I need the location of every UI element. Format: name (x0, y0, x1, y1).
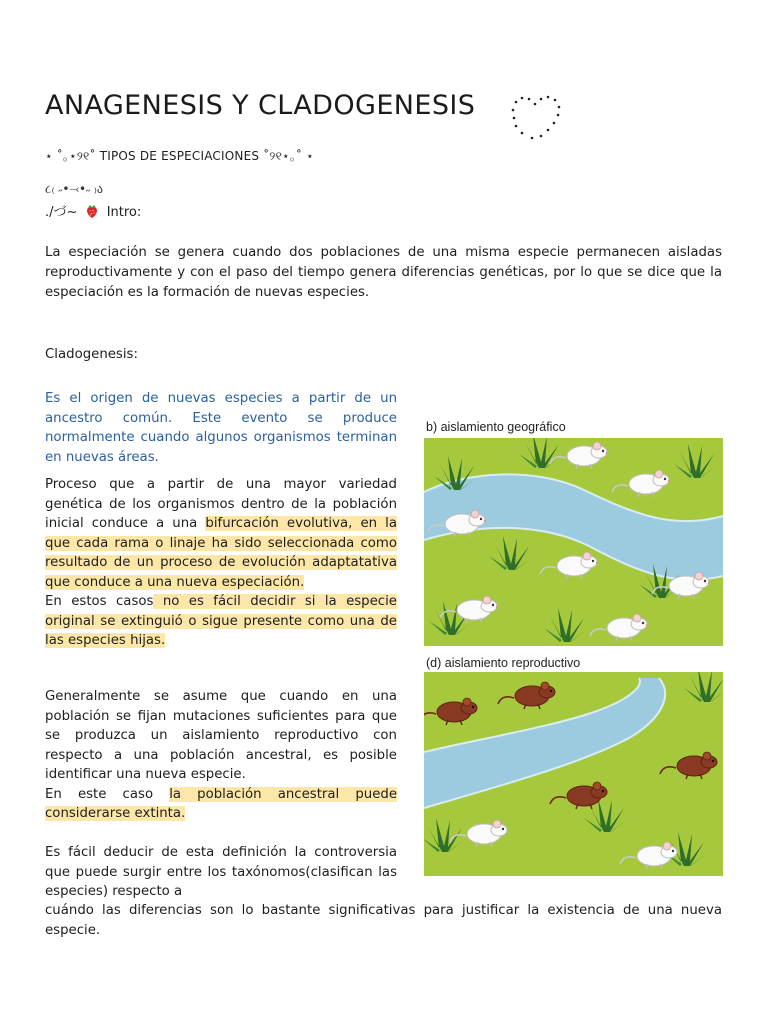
p3-text: Generalmente se asume que cuando en una población se fijan mutaciones suficientes para que se produzca un aislamiento reproductivo con respecto a una población ancestral, es posible identificar una nueva especie. (45, 689, 397, 782)
section-subtitle: ⋆ ˚｡⋆୨୧˚ TIPOS DE ESPECIACIONES ˚୨୧⋆｡˚ ⋆ (45, 149, 314, 163)
intro-prefix: ./づ~ (45, 205, 78, 220)
heart-dotted-icon (508, 92, 566, 144)
p2b-text: En estos casos (45, 594, 154, 609)
decorative-emoticon: ૮₍ ˶•⤙•˶ ₎ა (45, 182, 103, 196)
figure-geographic-isolation (424, 420, 723, 646)
intro-heading (45, 201, 141, 220)
p2b-highlight: no es fácil decidir si la especie original se extinguió o sigue presente como una de las especies hijas. (45, 594, 397, 648)
paragraph-controversy-end: cuándo las diferencias son lo bastante significativas para justificar la existencia de una nueva especie. (45, 903, 722, 938)
paragraph-mutations (45, 687, 397, 824)
paragraph-controversy-start: Es fácil deducir de esta definición la controversia que puede surgir entre los taxónomos(clasifican las especies) respecto a (45, 845, 397, 899)
cladogenesis-heading: Cladogenesis: (45, 347, 138, 362)
p2-text: Proceso que a partir de una mayor variedad genética de los organismos dentro de la población inicial conduce a una (45, 477, 397, 531)
intro-label: Intro: (106, 205, 142, 220)
definition-paragraph: Es el origen de nuevas especies a partir de un ancestro común. Este evento se produce normalmente cuando algunos organismos terminan en nuevas áreas. (45, 391, 397, 465)
intro-paragraph: La especiación se genera cuando dos poblaciones de una misma especie permanecen aisladas reproductivamente y con el paso del tiempo genera diferencias genéticas, por lo que se dice que la especiación es la formación de nuevas especies. (45, 245, 722, 300)
figure-reproductive-isolation (424, 656, 723, 876)
figure-1-label: b) aislamiento geográfico (426, 420, 566, 434)
page-title: ANAGENESIS Y CLADOGENESIS (45, 90, 476, 121)
figure-2-label: (d) aislamiento reproductivo (426, 656, 581, 670)
p2-highlight: bifurcación evolutiva, en la que cada rama o linaje ha sido seleccionada como resultado de un proceso de evolución adaptatativa que conduce a una nueva especiación. (45, 516, 397, 590)
paragraph-bifurcation (45, 475, 397, 651)
strawberry-icon (84, 203, 100, 219)
p3b-highlight: la población ancestral puede considerarse extinta. (45, 786, 397, 821)
p3b-text: En este caso (45, 786, 170, 802)
